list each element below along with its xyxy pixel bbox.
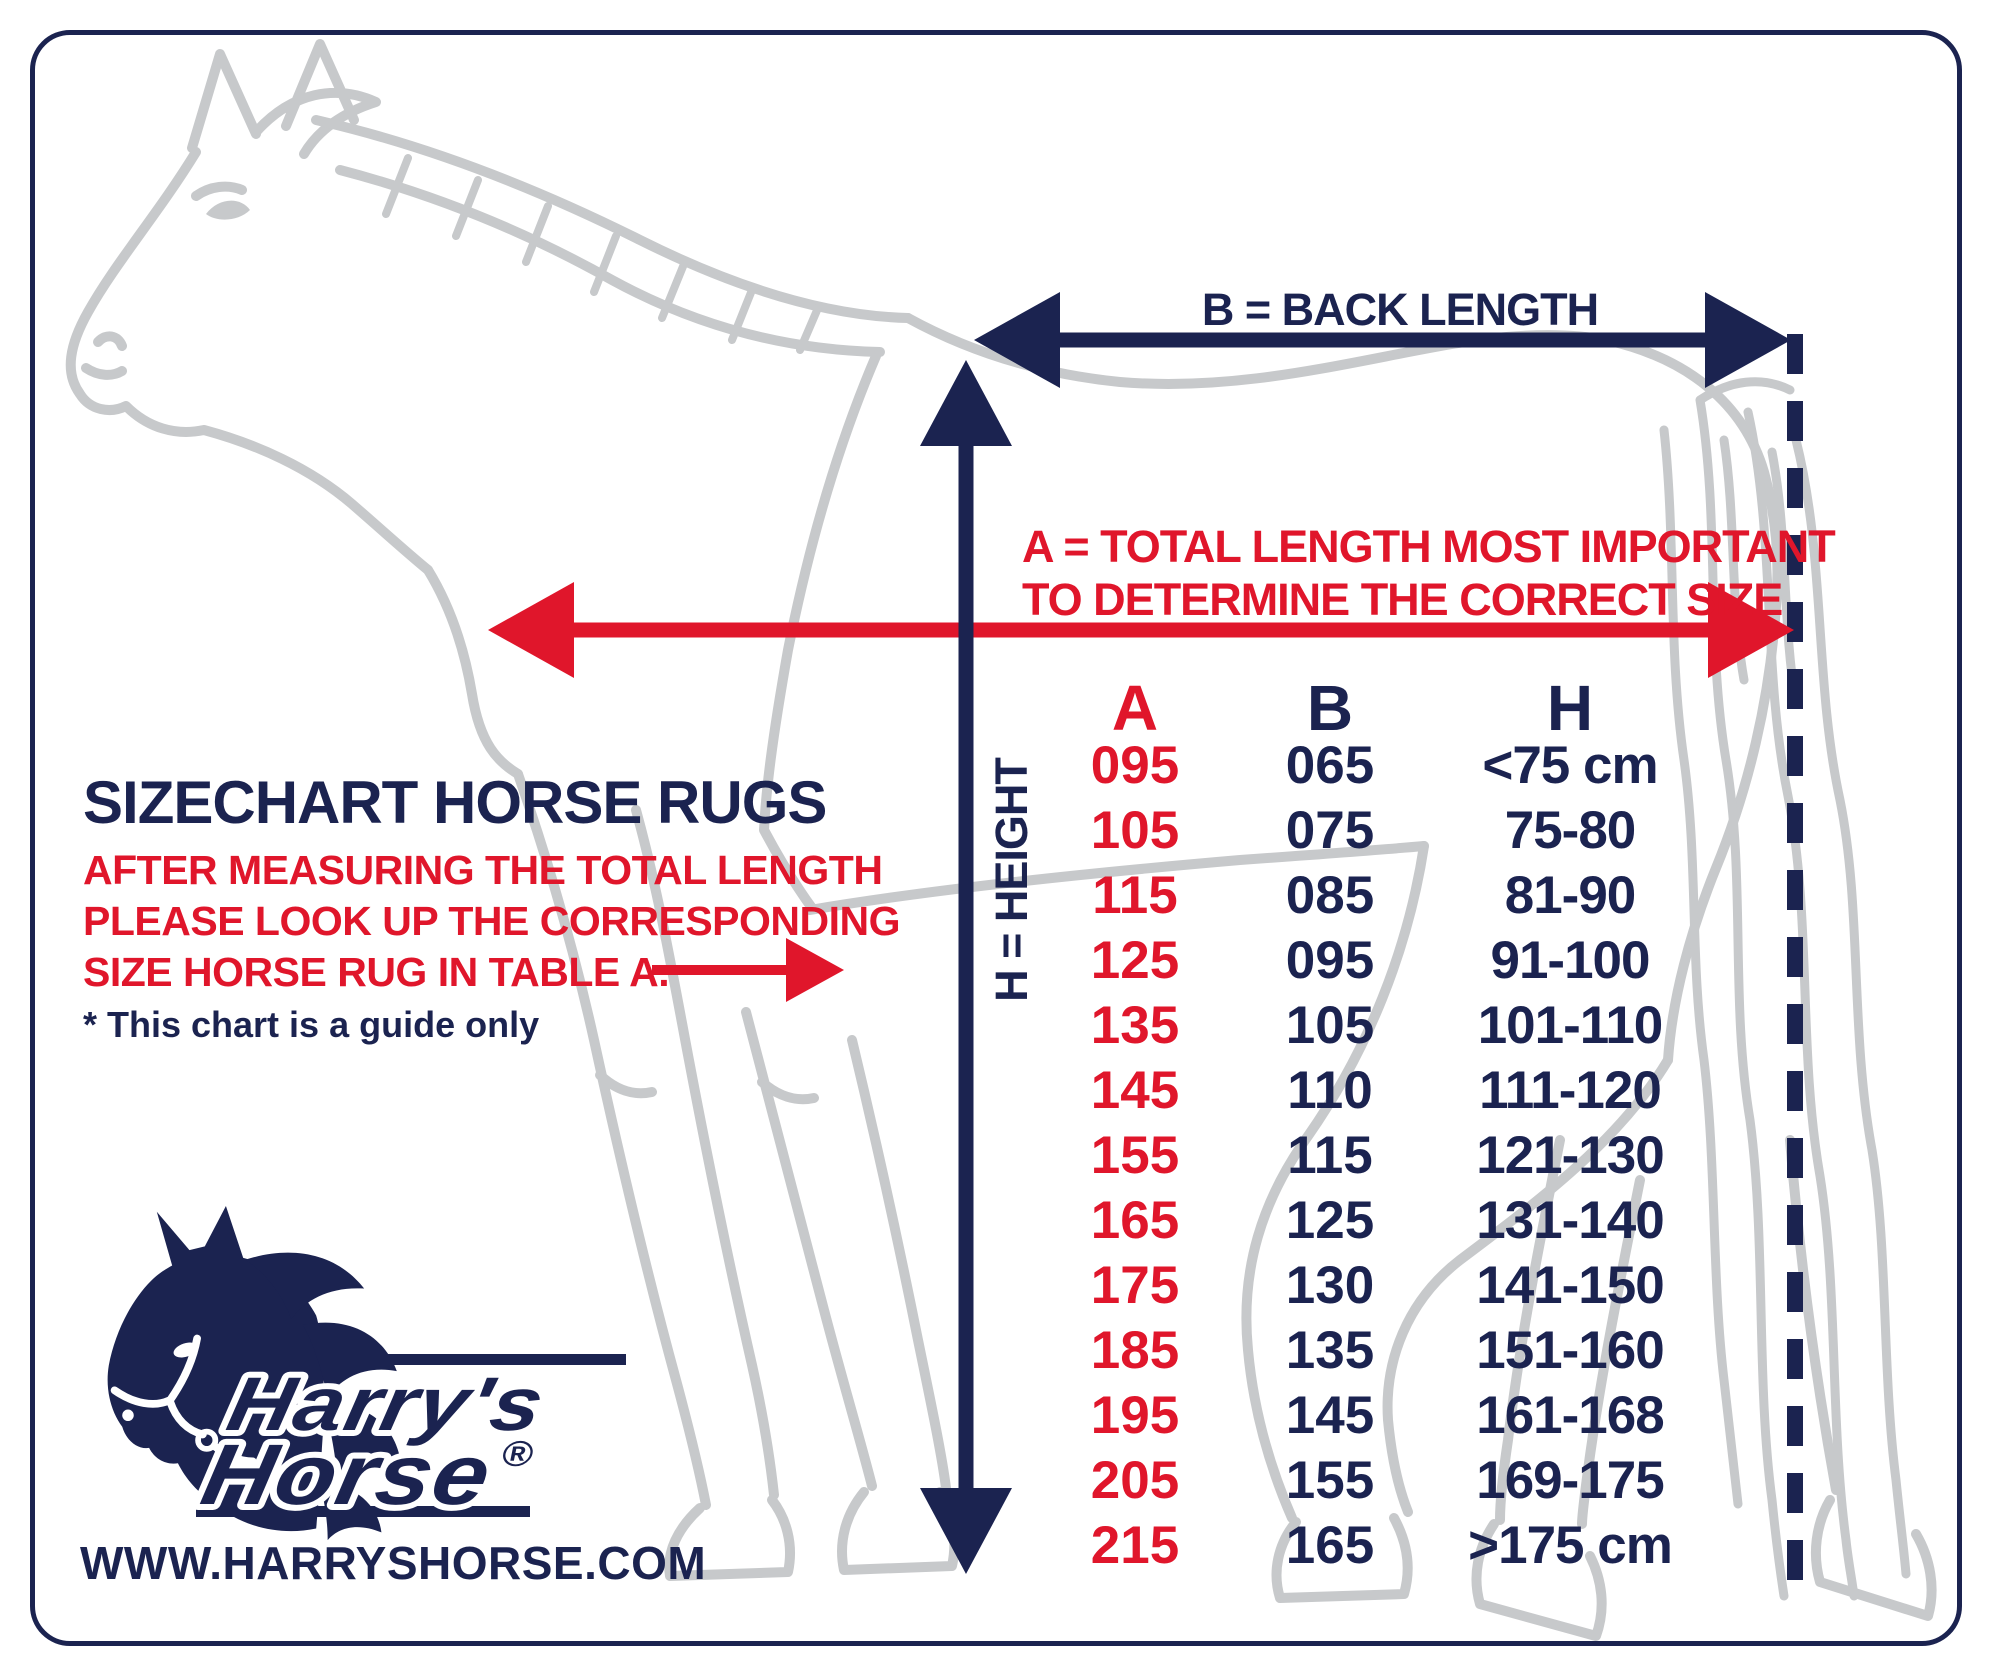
size-a: 175: [1090, 1256, 1180, 1315]
size-b: 125: [1285, 1191, 1375, 1250]
size-h: >175 cm: [1468, 1516, 1672, 1575]
size-h: 169-175: [1476, 1451, 1664, 1510]
size-b: 110: [1287, 1061, 1373, 1120]
size-b: 165: [1285, 1516, 1375, 1575]
size-a: 105: [1090, 801, 1180, 860]
table-header-b: B: [1306, 672, 1354, 744]
size-a: 195: [1090, 1386, 1180, 1445]
size-a: 205: [1090, 1451, 1180, 1510]
size-a: 135: [1090, 996, 1180, 1055]
page-title: SIZECHART HORSE RUGS: [83, 769, 827, 836]
size-b: 095: [1285, 931, 1375, 990]
instruction-line2: PLEASE LOOK UP THE CORRESPONDING: [83, 898, 901, 944]
size-h: 81-90: [1504, 866, 1636, 925]
size-b: 075: [1285, 801, 1375, 860]
size-h: <75 cm: [1482, 736, 1658, 795]
size-h: 111-120: [1479, 1061, 1661, 1120]
size-a: 115: [1092, 866, 1178, 925]
guide-note: * This chart is a guide only: [83, 1004, 540, 1045]
table-header-a: A: [1111, 672, 1159, 744]
size-b: 135: [1285, 1321, 1375, 1380]
size-h: 101-110: [1477, 996, 1663, 1055]
size-a: 155: [1090, 1126, 1180, 1185]
logo-registered-icon: ®: [498, 1434, 537, 1475]
website-url: WWW.HARRYSHORSE.COM: [80, 1537, 707, 1589]
instruction-line1: AFTER MEASURING THE TOTAL LENGTH: [83, 847, 883, 893]
back-length-label: B = BACK LENGTH: [1201, 284, 1599, 335]
size-h: 161-168: [1476, 1386, 1664, 1445]
instruction-line3: SIZE HORSE RUG IN TABLE A.: [83, 949, 670, 995]
size-a: 165: [1090, 1191, 1180, 1250]
size-h: 75-80: [1504, 801, 1636, 860]
size-h: 151-160: [1476, 1321, 1664, 1380]
size-b: 065: [1285, 736, 1375, 795]
size-a: 125: [1090, 931, 1180, 990]
height-label: H = HEIGHT: [986, 758, 1037, 1002]
size-b: 155: [1285, 1451, 1375, 1510]
size-a: 145: [1090, 1061, 1180, 1120]
logo-brand-top: Harry's: [220, 1361, 553, 1447]
size-a: 095: [1090, 736, 1180, 795]
size-h: 91-100: [1490, 931, 1650, 990]
logo-brand-bottom: Horse: [194, 1425, 500, 1523]
size-b: 130: [1285, 1256, 1375, 1315]
total-length-label-line2: TO DETERMINE THE CORRECT SIZE: [1022, 574, 1783, 625]
total-length-label-line1: A = TOTAL LENGTH MOST IMPORTANT: [1022, 521, 1835, 572]
size-h: 131-140: [1476, 1191, 1664, 1250]
size-h: 141-150: [1476, 1256, 1664, 1315]
size-a: 215: [1090, 1516, 1180, 1575]
size-b: 115: [1287, 1126, 1373, 1185]
size-a: 185: [1090, 1321, 1180, 1380]
size-b: 105: [1285, 996, 1375, 1055]
size-h: 121-130: [1476, 1126, 1664, 1185]
size-b: 145: [1285, 1386, 1375, 1445]
table-header-h: H: [1546, 672, 1594, 744]
size-b: 085: [1285, 866, 1375, 925]
